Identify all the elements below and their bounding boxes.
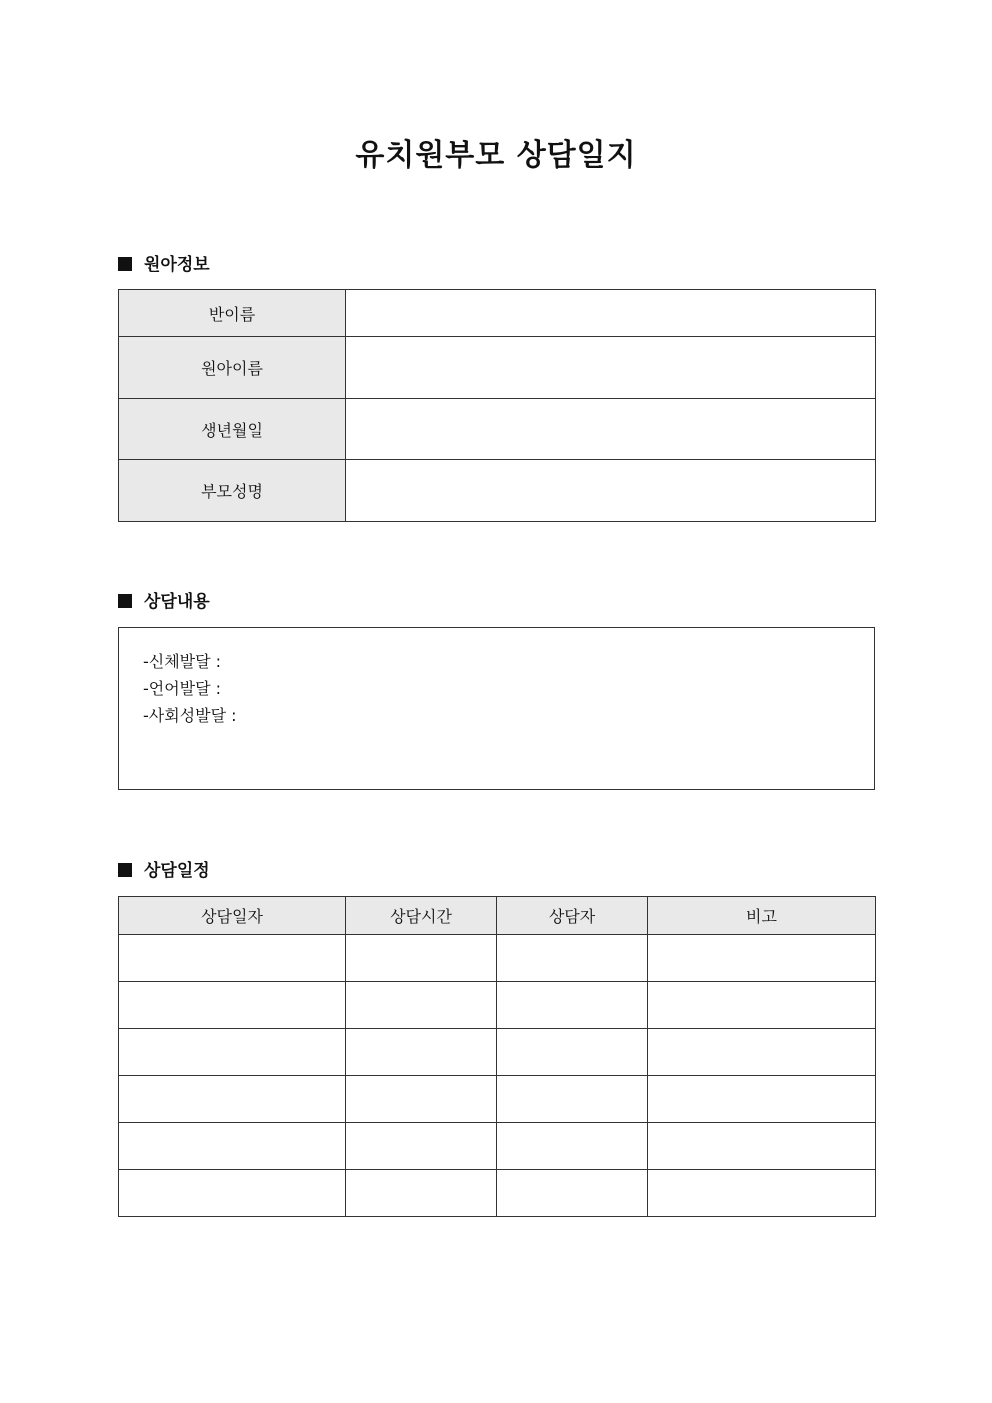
remarks-cell[interactable] [648,935,876,982]
column-header-time: 상담시간 [346,897,497,935]
date-cell[interactable] [119,982,346,1029]
page-title: 유치원부모 상담일지 [355,138,637,173]
child-info-table [118,289,876,522]
remarks-cell[interactable] [648,1029,876,1076]
child-info-heading-text: 원아정보 [144,255,210,275]
time-cell[interactable] [346,1170,497,1217]
time-cell[interactable] [346,982,497,1029]
child-name-label: 원아이름 [119,337,346,399]
child-info-heading [118,253,210,277]
table-row [119,1029,876,1076]
column-header-counselor: 상담자 [497,897,648,935]
birthdate-label: 생년월일 [119,399,346,460]
table-row [119,1170,876,1217]
counselor-cell[interactable] [497,982,648,1029]
schedule-heading-text: 상담일정 [144,861,210,881]
date-cell[interactable] [119,1170,346,1217]
schedule-table [118,896,876,1217]
table-row [119,1076,876,1123]
parent-name-field[interactable] [346,460,876,522]
square-bullet-icon [118,863,132,877]
counselor-cell[interactable] [497,1029,648,1076]
column-header-remarks: 비고 [648,897,876,935]
social-development-item: -사회성발달 : [143,706,237,725]
child-name-field[interactable] [346,337,876,399]
birthdate-field[interactable] [346,399,876,460]
date-cell[interactable] [119,935,346,982]
table-row [119,1123,876,1170]
parent-name-label: 부모성명 [119,460,346,522]
consultation-memo-box[interactable] [118,627,875,790]
column-header-date: 상담일자 [119,897,346,935]
date-cell[interactable] [119,1029,346,1076]
date-cell[interactable] [119,1076,346,1123]
table-row [119,935,876,982]
consultation-heading-text: 상담내용 [144,592,210,612]
square-bullet-icon [118,594,132,608]
table-row [119,337,876,399]
class-name-field[interactable] [346,290,876,337]
time-cell[interactable] [346,935,497,982]
language-development-item: -언어발달 : [143,679,222,698]
time-cell[interactable] [346,1123,497,1170]
counselor-cell[interactable] [497,935,648,982]
counselor-cell[interactable] [497,1076,648,1123]
date-cell[interactable] [119,1123,346,1170]
remarks-cell[interactable] [648,1170,876,1217]
table-row [119,290,876,337]
consultation-items [119,628,874,729]
table-row [119,399,876,460]
class-name-label: 반이름 [119,290,346,337]
counselor-cell[interactable] [497,1170,648,1217]
table-row [119,460,876,522]
physical-development-item: -신체발달 : [143,652,222,671]
time-cell[interactable] [346,1076,497,1123]
table-header-row [119,897,876,935]
remarks-cell[interactable] [648,1123,876,1170]
remarks-cell[interactable] [648,1076,876,1123]
square-bullet-icon [118,257,132,271]
consultation-heading [118,590,210,614]
counselor-cell[interactable] [497,1123,648,1170]
remarks-cell[interactable] [648,982,876,1029]
time-cell[interactable] [346,1029,497,1076]
table-row [119,982,876,1029]
schedule-heading [118,859,210,883]
